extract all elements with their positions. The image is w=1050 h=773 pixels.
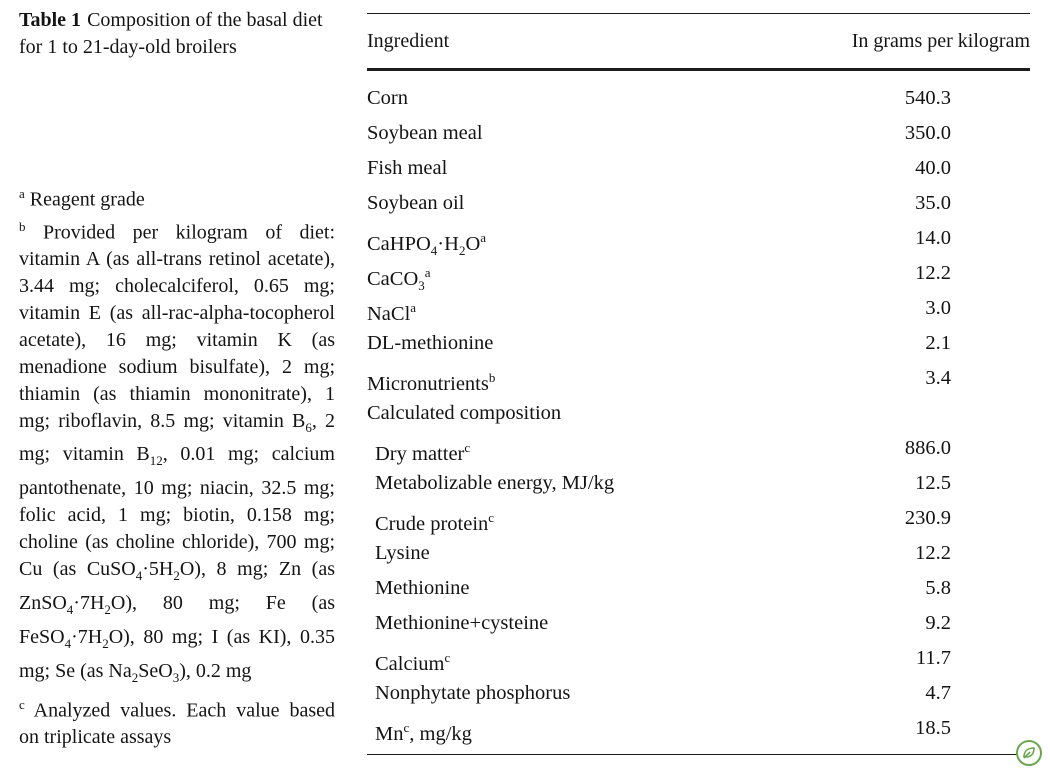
footnote-ref: b bbox=[488, 370, 496, 385]
row-value: 9.2 bbox=[925, 612, 951, 634]
row-label bbox=[367, 329, 493, 357]
row-value: 886.0 bbox=[904, 437, 951, 459]
footnote-b-text-6: ·7H bbox=[73, 592, 105, 614]
row-value: 5.8 bbox=[925, 577, 951, 599]
footnote-ref: a bbox=[480, 230, 487, 245]
row-label-text: Micronutrients bbox=[367, 372, 489, 395]
table-row bbox=[367, 504, 1030, 539]
row-value: 11.7 bbox=[915, 647, 951, 669]
footnote-ref: c bbox=[444, 650, 451, 665]
footnote-b-text-9: O), 80 mg; I (as KI), 0.35 mg; Se (as Na bbox=[19, 625, 335, 682]
formula-part: CaHPO bbox=[367, 232, 431, 255]
table-bottom-rule bbox=[367, 754, 1018, 755]
formula-subscript: 2 bbox=[458, 242, 466, 258]
row-value: 4.7 bbox=[925, 682, 951, 704]
row-value: 12.5 bbox=[915, 472, 951, 494]
footnote-b-mark: b bbox=[19, 218, 26, 234]
table-number: Table 1 bbox=[19, 9, 82, 31]
table-row bbox=[367, 574, 1030, 609]
footnote-b-text-3: , 0.01 mg; calcium pantothenate, 10 mg; niacin, 32.5 mg; folic acid, 1 mg; biotin, 0.158 mg; choline (as choline chloride), 700 mg; Cu (as CuSO bbox=[19, 443, 335, 581]
table-row bbox=[367, 609, 1030, 644]
footnote-ref: c bbox=[464, 440, 471, 455]
footnote-b-sub-cu-h2: 2 bbox=[173, 568, 180, 584]
footnote-ref: c bbox=[488, 510, 495, 525]
table-row bbox=[367, 84, 1030, 119]
header-ingredient: Ingredient bbox=[367, 30, 450, 52]
footnote-b-sub-b12: 12 bbox=[149, 453, 163, 469]
row-label bbox=[375, 714, 472, 748]
table-row bbox=[367, 189, 1030, 224]
footnote-b-sub-zn: 4 bbox=[66, 602, 74, 617]
row-label-text: -methionine bbox=[394, 332, 494, 354]
row-value: 18.5 bbox=[915, 717, 951, 739]
footnote-b-sub-fe: 4 bbox=[64, 635, 72, 651]
row-value: 3.4 bbox=[925, 367, 951, 389]
table-title: Composition of the basal diet for 1 to 21-day-old broilers bbox=[19, 9, 323, 58]
row-value: 540.3 bbox=[904, 87, 951, 109]
row-label-text: Dry matter bbox=[375, 442, 465, 465]
table-row bbox=[367, 679, 1030, 714]
row-label-text: Crude protein bbox=[375, 512, 489, 535]
table-row bbox=[367, 469, 1030, 504]
table-row bbox=[367, 119, 1030, 154]
footnote-b-text-8: ·7H bbox=[71, 625, 103, 648]
footnote-a bbox=[19, 181, 335, 214]
footnote-b-text-2: , 2 mg; vitamin B bbox=[19, 409, 336, 466]
footnote-b-sub-na: 2 bbox=[131, 669, 139, 685]
footnote-b-sub-zn-h2: 2 bbox=[104, 602, 111, 617]
section-label: Calculated composition bbox=[367, 402, 562, 424]
row-value: 12.2 bbox=[915, 542, 951, 564]
table-row bbox=[367, 154, 1030, 189]
header-grams-per-kilogram: In grams per kilogram bbox=[851, 30, 1030, 52]
row-value: 350.0 bbox=[904, 122, 951, 144]
row-value: 3.0 bbox=[925, 297, 951, 319]
row-value: 35.0 bbox=[915, 192, 951, 214]
footnotes bbox=[19, 181, 335, 751]
row-label: Lysine bbox=[375, 542, 430, 564]
table-row bbox=[367, 644, 1030, 679]
header-rule bbox=[367, 68, 1030, 71]
footnote-b-text-5: O), 8 mg; Zn (as ZnSO bbox=[19, 558, 335, 614]
row-value: 40.0 bbox=[915, 157, 951, 179]
table-caption bbox=[19, 7, 341, 61]
footnote-b-sub-b6: 6 bbox=[305, 419, 312, 435]
table-row bbox=[367, 224, 1030, 259]
table-body bbox=[367, 84, 1030, 749]
formula-part: ·H bbox=[437, 232, 459, 255]
footnote-b-text-4: ·5H bbox=[142, 558, 174, 581]
row-value: 14.0 bbox=[915, 227, 951, 249]
row-label-text: NaCl bbox=[367, 302, 411, 325]
footnote-c-mark: c bbox=[19, 696, 25, 712]
footnote-a-text: Reagent grade bbox=[29, 188, 145, 211]
table-row bbox=[367, 294, 1030, 329]
row-label: Methionine+cysteine bbox=[375, 612, 549, 634]
table-top-rule bbox=[367, 13, 1030, 14]
table-row bbox=[367, 434, 1030, 469]
footnote-c bbox=[19, 692, 335, 751]
row-label-text: Calcium bbox=[375, 652, 445, 675]
table-section-row bbox=[367, 399, 1030, 434]
footnote-b-text-11: ), 0.2 mg bbox=[179, 659, 252, 682]
table-row bbox=[367, 539, 1030, 574]
row-label bbox=[375, 644, 450, 678]
dl-prefix: DL bbox=[367, 332, 395, 354]
formula-part: O bbox=[465, 232, 481, 255]
formula-subscript: 4 bbox=[430, 242, 438, 258]
row-label: Metabolizable energy, MJ/kg bbox=[375, 472, 615, 494]
row-value: 12.2 bbox=[915, 262, 951, 284]
table-row bbox=[367, 259, 1030, 294]
row-label bbox=[375, 434, 470, 468]
row-label: Methionine bbox=[375, 577, 470, 599]
row-label bbox=[367, 364, 495, 398]
table-row bbox=[367, 329, 1030, 364]
footnote-b-text-10: SeO bbox=[138, 659, 173, 682]
table-row bbox=[367, 714, 1030, 749]
footnote-b-sub-fe-h2: 2 bbox=[102, 635, 109, 651]
row-label: Nonphytate phosphorus bbox=[375, 682, 571, 704]
row-label: Corn bbox=[367, 87, 408, 109]
row-label: Fish meal bbox=[367, 157, 448, 179]
table-row bbox=[367, 364, 1030, 399]
row-label bbox=[375, 504, 494, 538]
footnote-ref: a bbox=[424, 265, 431, 280]
footnote-b bbox=[19, 214, 335, 692]
footnote-b-text-1: Provided per kilogram of diet: vitamin A (as all-trans retinol acetate), 3.44 mg; cholecalciferol, 0.65 mg; vitamin E (as all-rac-alpha-tocopherol acetate), 16 mg; vitamin K (as menadione sodium bisulfate), 2 mg; thiamin (as thiamin mononitrate), 1 mg; riboflavin, 8.5 mg; vitamin B bbox=[19, 221, 335, 432]
formula-part: CaCO bbox=[367, 267, 419, 290]
footnote-ref: a bbox=[410, 300, 417, 315]
row-value: 230.9 bbox=[904, 507, 951, 529]
row-value: 2.1 bbox=[925, 332, 951, 354]
footnote-a-mark: a bbox=[19, 186, 25, 201]
formula-subscript: 3 bbox=[418, 277, 425, 293]
footnote-ref: c bbox=[403, 720, 410, 735]
footnote-b-text-7: O), 80 mg; Fe (as FeSO bbox=[19, 592, 335, 648]
footnote-b-sub-seo: 3 bbox=[172, 669, 180, 685]
row-label bbox=[367, 294, 416, 328]
row-label-unit: , mg/kg bbox=[409, 722, 472, 745]
footnote-c-text: Analyzed values. Each value based on triplicate assays bbox=[19, 699, 335, 749]
row-label: Soybean oil bbox=[367, 192, 465, 214]
row-label-text: Mn bbox=[375, 722, 404, 745]
footnote-b-sub-cu: 4 bbox=[135, 568, 143, 584]
row-label: Soybean meal bbox=[367, 122, 483, 144]
leaf-badge-icon[interactable] bbox=[1016, 740, 1042, 766]
